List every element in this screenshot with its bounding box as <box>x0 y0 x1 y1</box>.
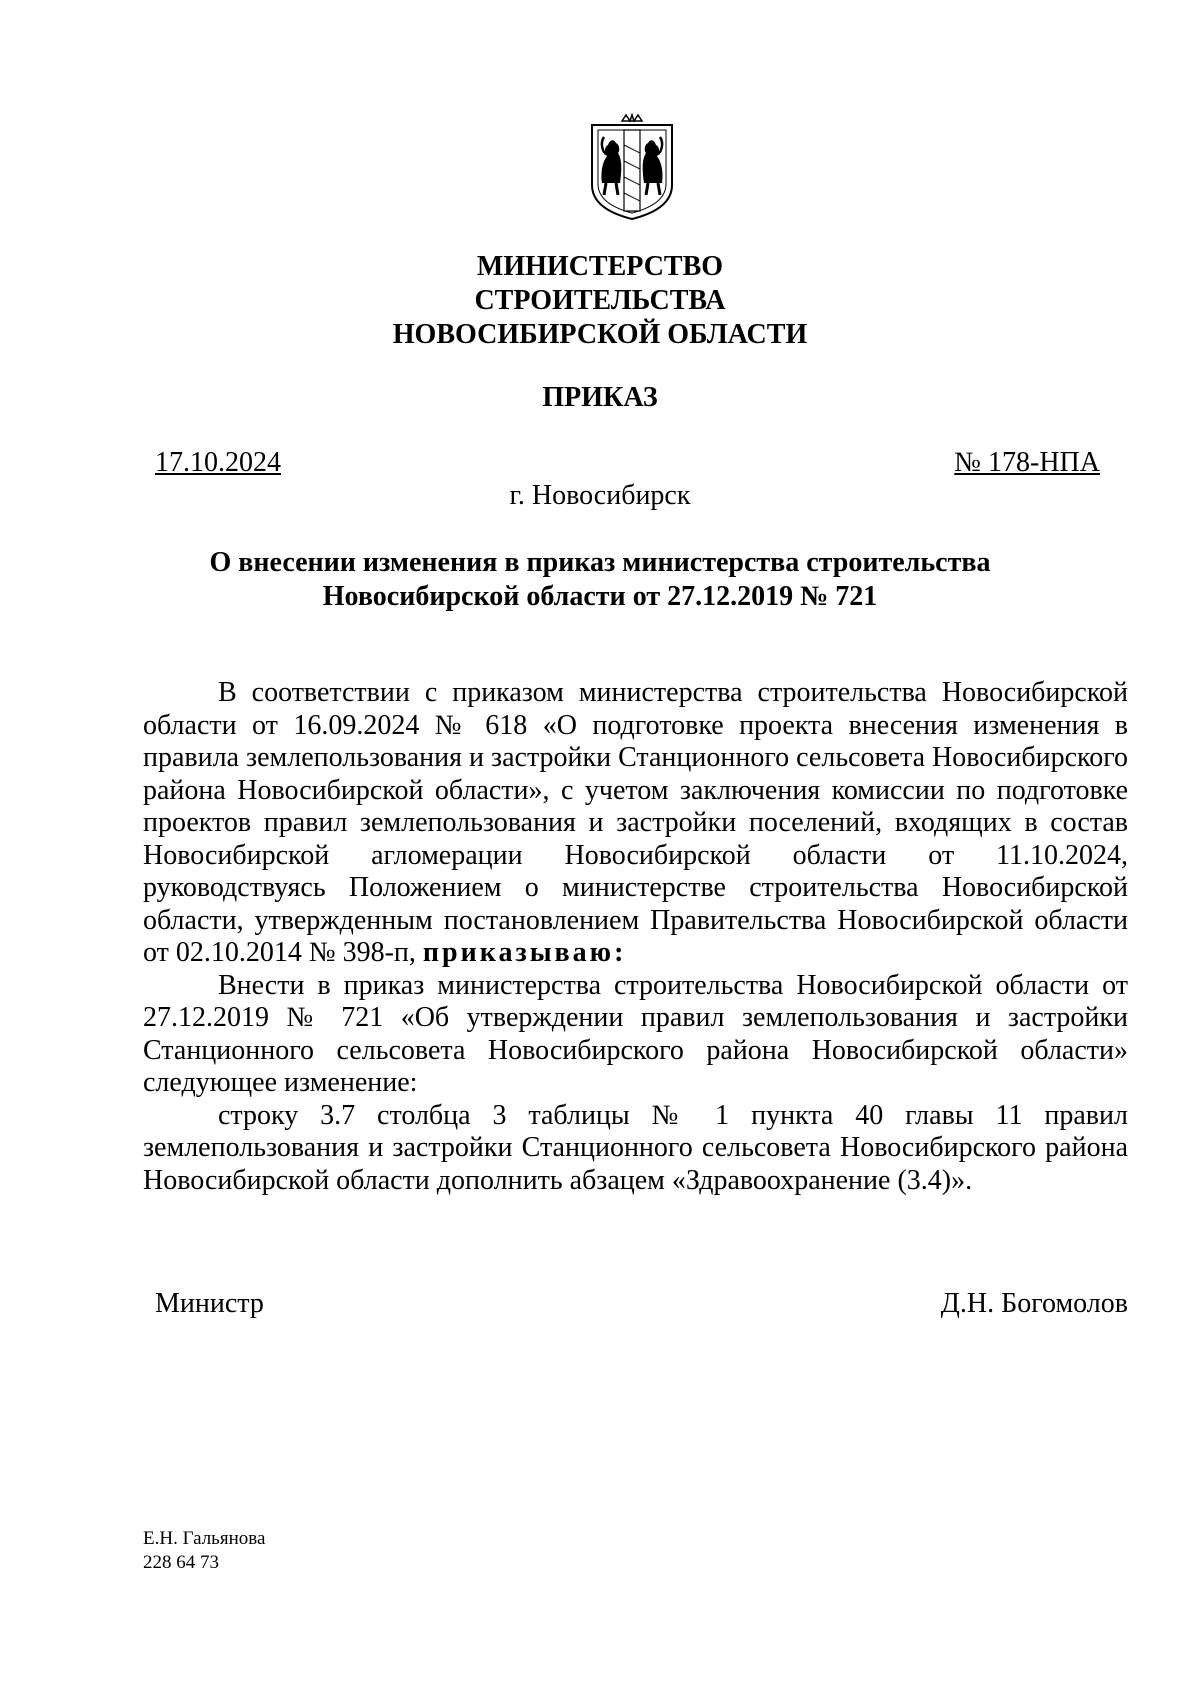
order-subject-line: О внесении изменения в приказ министерства строительства <box>209 547 991 578</box>
signatory-title: Министр <box>155 1288 264 1319</box>
executor-phone: 228 64 73 <box>143 1552 219 1573</box>
executor-info <box>143 1527 265 1575</box>
body-paragraph: Внести в приказ министерства строительства Новосибирской области от 27.12.2019 № 721 «Об утверждении правил землепользования и застройки Станционного сельсовета Новосибирского района Новосибирской области» следующее изменение: <box>143 969 1128 1098</box>
signatory-name: Д.Н. Богомолов <box>940 1288 1128 1319</box>
body-paragraph: строку 3.7 столбца 3 таблицы № 1 пункта 40 главы 11 правил землепользования и застройки Станционного сельсовета Новосибирского района Новосибирской области дополнить абзацем «Здравоохранение (3.4)». <box>143 1099 1128 1196</box>
order-city: г. Новосибирск <box>509 480 691 511</box>
order-body <box>143 677 1128 1197</box>
order-number: № 178-НПА <box>954 447 1100 478</box>
ministry-header-line: НОВОСИБИРСКОЙ ОБЛАСТИ <box>392 319 808 350</box>
body-paragraph <box>143 677 1128 970</box>
order-directive: приказываю: <box>422 937 627 968</box>
document-type-title: ПРИКАЗ <box>542 382 658 413</box>
novosibirsk-coat-of-arms-icon <box>584 113 680 222</box>
ministry-header-line: СТРОИТЕЛЬСТВА <box>474 285 726 316</box>
order-subject-line: Новосибирской области от 27.12.2019 № 721 <box>322 581 878 612</box>
body-paragraph-text: В соответствии с приказом министерства строительства Новосибирской области от 16.09.2024 № 618 «О подготовке проекта внесения изменения в правила землепользования и застройки Станционного сельсовета Новосибирского района Новосибирской области», с учетом заключения комиссии по подготовке проектов правил землепользования и застройки поселений, входящих в состав Новосибирской агломерации Новосибирской области от 11.10.2024, руководствуясь Положением о министерстве строительства Новосибирской области, утвержденным постановлением Правительства Новосибирской области от 02.10.2014 № 398-п, <box>143 677 1128 968</box>
order-subject <box>0 546 1200 614</box>
ministry-header-line: МИНИСТЕРСТВО <box>476 251 724 282</box>
executor-name: Е.Н. Гальянова <box>143 1528 266 1549</box>
order-date: 17.10.2024 <box>155 447 281 478</box>
ministry-header <box>0 250 1200 352</box>
